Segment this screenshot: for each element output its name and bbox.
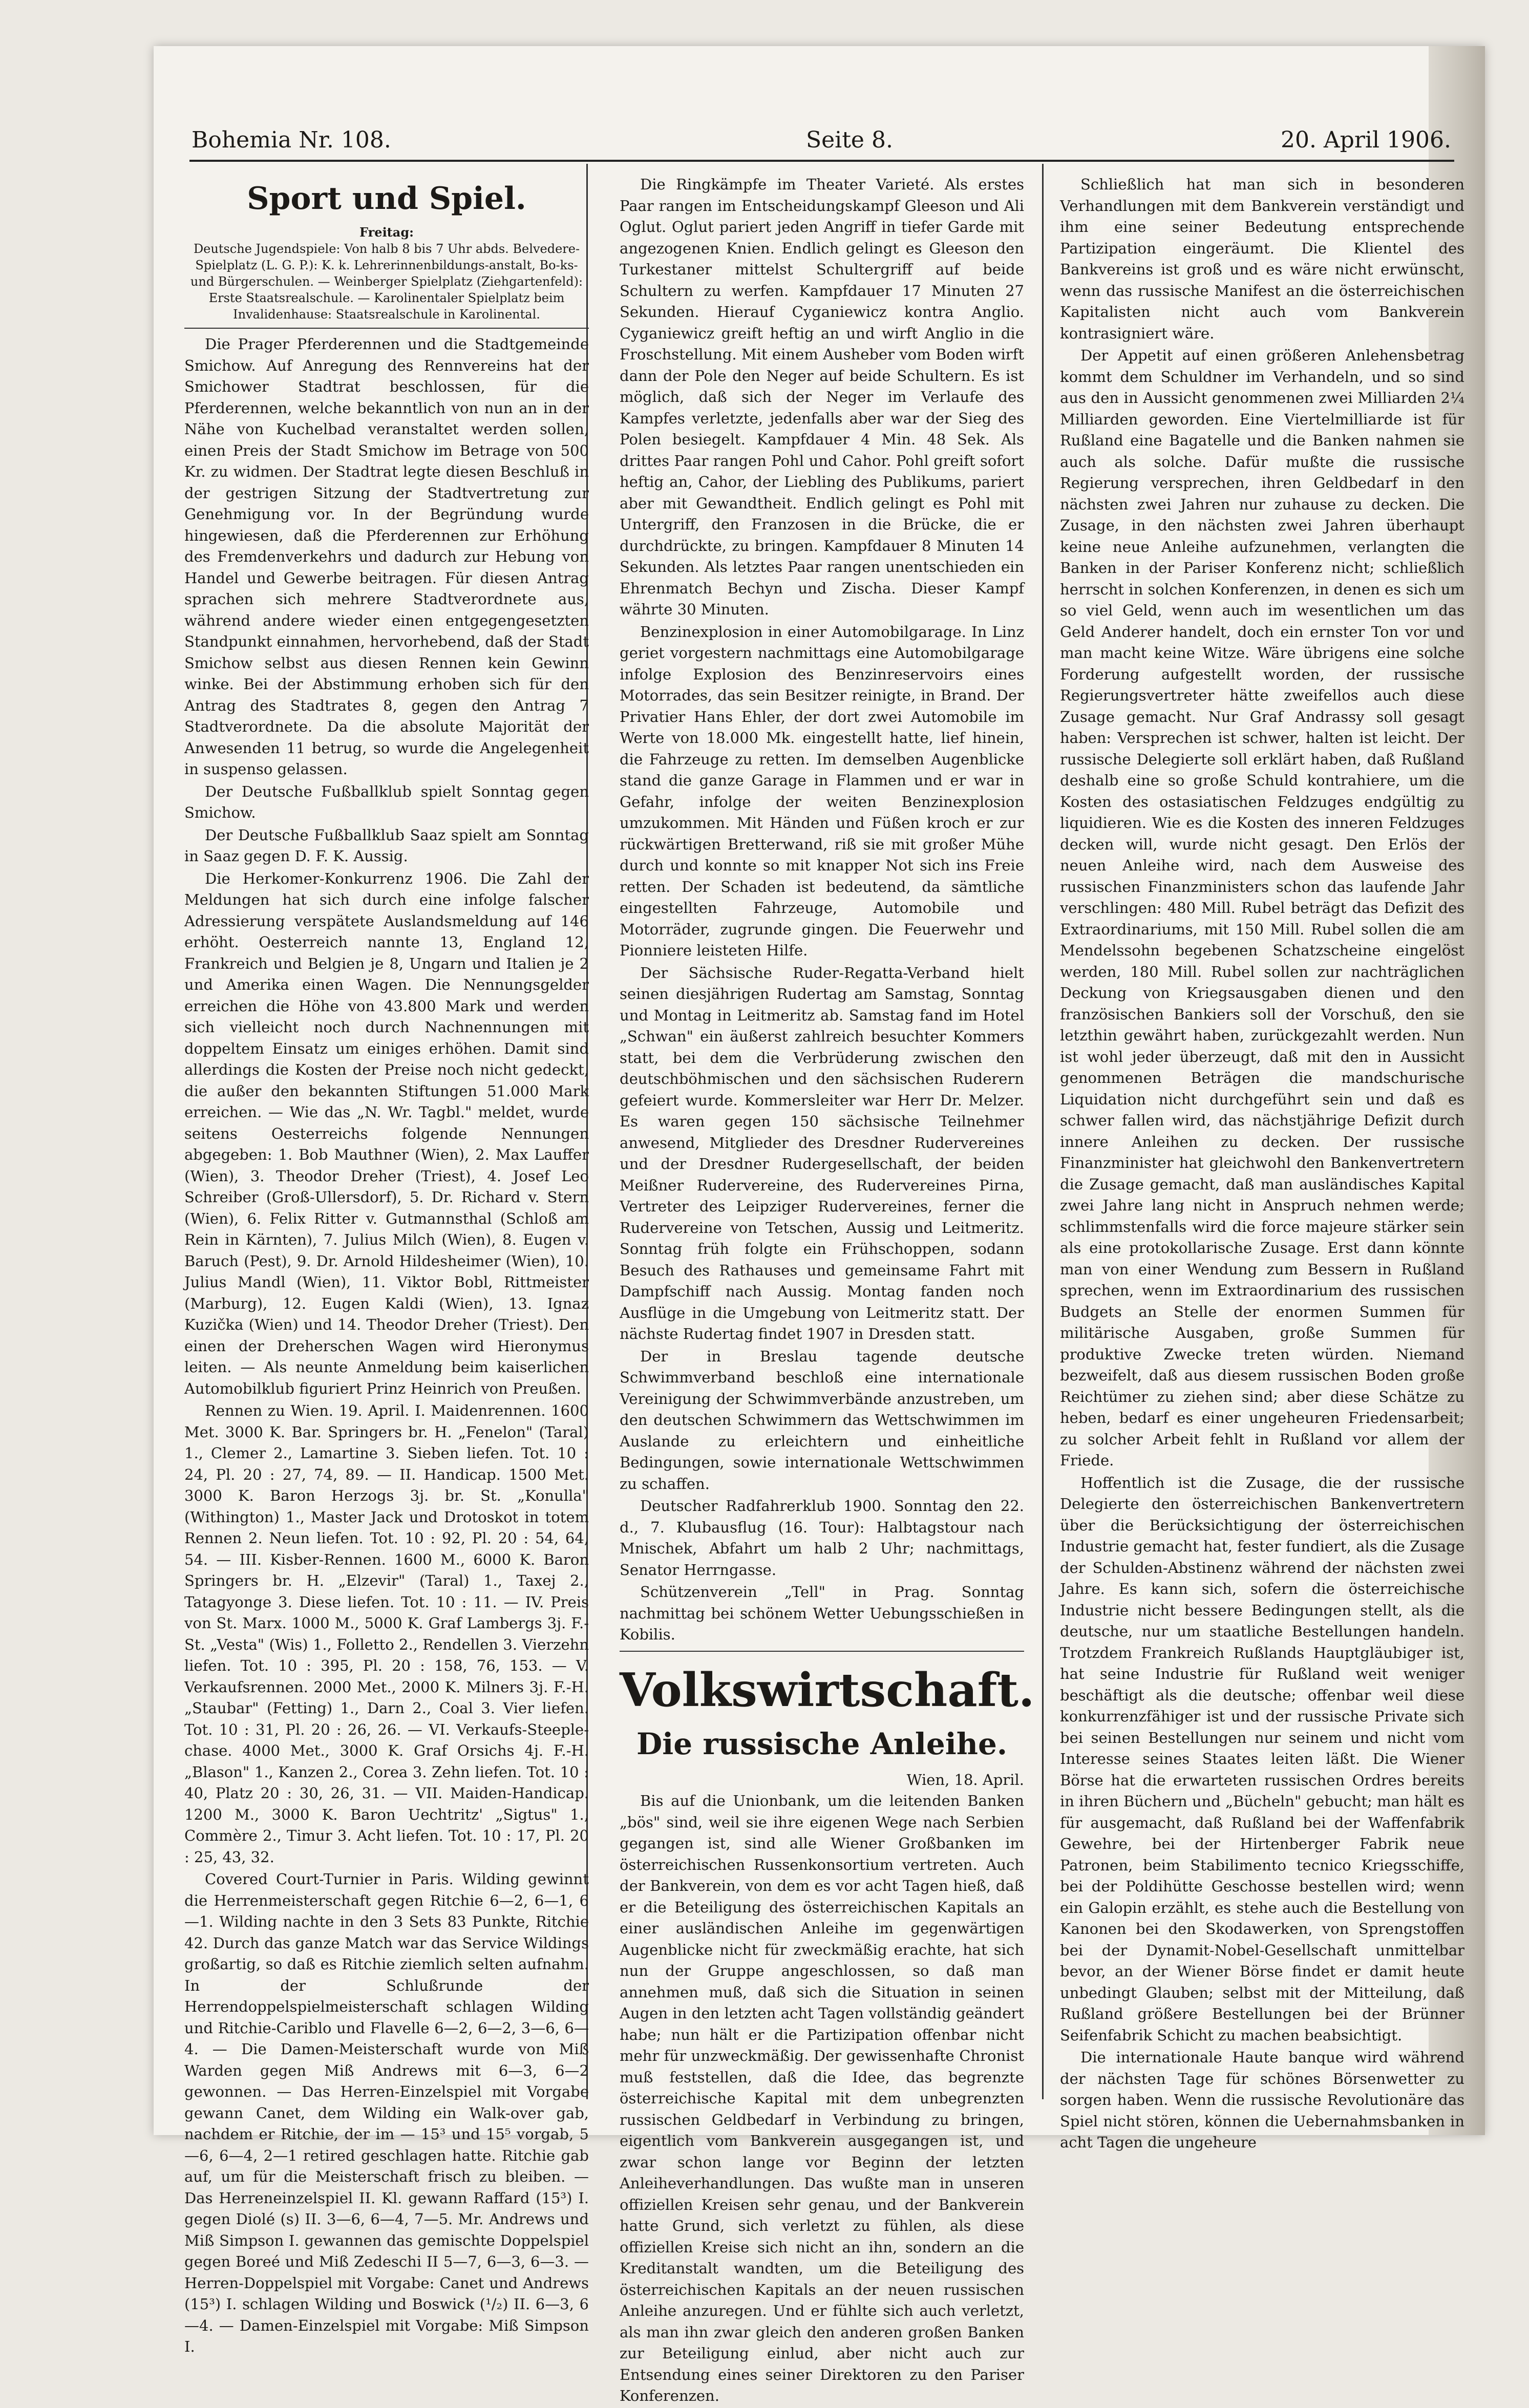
article-ringkaempfe: Die Ringkämpfe im Theater Varieté. Als erstes Paar rangen im Entscheidungskampf Gleeson und Ali Oglut. Oglut pariert jeden Angriff in tiefer Garde mit angezogenen Knien. Endlich gelingt es Gleeson den Turkestaner mittelst Schultergriff auf beide Schultern zu werfen. Kampfdauer 17 Minuten 27 Sekunden. Hierauf Cyganiewicz kontra Anglio. Cyganiewicz greift heftig an und wirft Anglio in die Froschstellung. Mit einem Ausheber vom Boden wirft dann der Pole den Neger auf beide Schultern. Es ist möglich, daß sich der Neger im Verlaufe des Kampfes verletzte, jedenfalls aber war der Sieg des Polen besiegelt. Kampfdauer 4 Min. 48 Sek. Als drittes Paar rangen Pohl und Cahor. Pohl greift sofort heftig an, Cahor, der Liebling des Publikums, pariert aber mit Gewandtheit. Endlich gelingt es Pohl mit Untergriff, den Franzosen in die Brücke, die er durchdrückte, zu bringen. Kampfdauer 8 Minuten 14 Sekunden. Als letztes Paar rangen unentschieden ein Ehrenmatch Bechyn und Zischa. Dieser Kampf währte 30 Minuten. [620,176,1024,618]
schedule-day: Freitag: [359,225,414,240]
section-title-volkswirtschaft: Volkswirtschaft. [620,1663,1035,1717]
dateline: Wien, 18. April. [906,1771,1024,1788]
schedule-text: Deutsche Jugendspiele: Von halb 8 bis 7 Uhr abds. Belvedere-Spielplatz (L. G. P.): K. k. Lehrerinnenbildungs-anstalt, Bo-ks- und Bürgerschulen. — Weinberger Spielplatz (Ziehgartenfeld): Erste Staatsrealschule. — Karolinentaler Spielplatz beim Invalidenhause: Staatsrealschule in Karolinental. [190,242,583,322]
article-schwimmverband: Der in Breslau tagende deutsche Schwimmverband beschloß eine internationale Vereinigung der Schwimmverbände anzustreben, um den deutschen Schwimmern das Wettschwimmen im Auslande zu erleichtern und einheitliche Bedingungen, sowie internationale Wettschwimmen zu schaffen. [620,1347,1024,1493]
article-anleihe-part2: Schließlich hat man sich in besonderen Verhandlungen mit dem Bankverein verständigt und ihm eine seiner Bedeutung entsprechende Partizipation eingeräumt. Die Klientel des Bankvereins ist groß und es wäre nicht erwünscht, wenn das russische Manifest an die österreichischen Kapitalisten nicht auch vom Bankverein kontrasigniert wäre. [1060,176,1464,342]
page-header [192,127,1451,173]
column-1 [184,174,589,2359]
section-title-sport: Sport und Spiel. [247,181,526,217]
article-pferderennen: Die Prager Pferderennen und die Stadtgemeinde Smichow. Auf Anregung des Rennvereins hat der Smichower Stadtrat beschlossen, für die Pferderennen, welche bekanntlich von nun an in der Nähe von Kuchelbad veranstaltet werden sollen, einen Preis der Stadt Smichow im Betrage von 500 Kr. zu widmen. Der Stadtrat legte diesen Beschluß in der gestrigen Sitzung der Stadtvertretung zur Genehmigung vor. In der Begründung wurde hingewiesen, daß die Pferderennen zur Erhöhung des Fremdenverkehrs und dadurch zur Hebung von Handel und Gewerbe beitragen. Für diesen Antrag sprachen sich mehrere Stadtverordnete aus, während andere wieder einen entgegengesetzten Standpunkt einnahmen, hervorhebend, daß der Stadt Smichow selbst aus diesen Rennen kein Gewinn winke. Bei der Abstimmung erhoben sich für den Antrag des Stadtrates 8, gegen den Antrag 7 Stadtverordnete. Da die absolute Majorität der Anwesenden 11 betrug, so wurde die Angelegenheit in suspenso gelassen. [184,335,589,778]
article-rennen-wien: Rennen zu Wien. 19. April. I. Maidenrennen. 1600 Met. 3000 K. Bar. Springers br. H. „Fenelon" (Taral) 1., Clemer 2., Lamartine 3. Sieben liefen. Tot. 10 : 24, Pl. 20 : 27, 74, 89. — II. Handicap. 1500 Met. 3000 K. Baron Herzogs 3j. br. St. „Konulla" (Withington) 1., Master Jack und Drotoskot in totem Rennen 2. Neun liefen. Tot. 10 : 92, Pl. 20 : 54, 64, 54. — III. Kisber-Rennen. 1600 M., 6000 K. Baron Springers br. H. „Elzevir" (Taral) 1., Taxej 2., Tatagyonge 3. Diese liefen. Tot. 10 : 11. — IV. Preis von St. Marx. 1000 M., 5000 K. Graf Lambergs 3j. F.-St. „Vesta" (Wis) 1., Folletto 2., Rendellen 3. Vierzehn liefen. Tot. 10 : 395, Pl. 20 : 158, 76, 153. — V. Verkaufsrennen. 2000 Met., 2000 K. Milners 3j. F.-H. „Staubar" (Fetting) 1., Darn 2., Coal 3. Vier liefen. Tot. 10 : 31, Pl. 20 : 26, 26. — VI. Verkaufs-Steeple-chase. 4000 Met., 3000 K. Graf Orsichs 4j. F.-H. „Blason" 1., Kanzen 2., Corea 3. Zehn liefen. Tot. 10 : 40, Platz 20 : 30, 26, 31. — VII. Maiden-Handicap. 1200 M., 3000 K. Baron Uechtritz' „Sigtus" 1., Commère 2., Timur 3. Acht liefen. Tot. 10 : 17, Pl. 20 : 25, 43, 32. [184,1402,589,1866]
article-anleihe-part1: Bis auf die Unionbank, um die leitenden Banken „bös" sind, weil sie ihre eigenen Wege nach Serbien gegangen ist, sind alle Wiener Großbanken im österreichischen Russenkonsortium vertreten. Auch der Bankverein, von dem es vor acht Tagen hieß, daß er die Beteiligung des österreichischen Kapitals an einer ausländischen Anleihe im gegenwärtigen Augenblicke nicht für zweckmäßig erachte, hat sich nun der Gruppe angeschlossen, so daß man annehmen muß, daß sich die Situation in seinen Augen in den letzten acht Tagen vollständig geändert habe; nun hält er die Partizipation offenbar nicht mehr für unzweckmäßig. Der gewissenhafte Chronist muß feststellen, daß die Idee, das begrenzte österreichische Kapital mit dem unbegrenzten russischen Geldbedarf in Verbindung zu bringen, eigentlich vom Bankverein ausgegangen ist, und zwar schon lange vor Beginn der letzten Anleiheverhandlungen. Das wußte man in unseren offiziellen Kreisen sehr genau, und der Bankverein hatte Grund, sich verletzt zu fühlen, als diese offiziellen Kreise sich nicht an ihn, sondern an die Kreditanstalt wandten, um die Beteiligung des österreichischen Kapitals an der neuen russischen Anleihe anzuregen. Und er fühlte sich auch verletzt, als man ihn zwar gleich den anderen großen Banken zur Beteiligung einlud, aber nicht auch zur Entsendung eines seiner Direktoren zu den Pariser Konferenzen. [620,1792,1024,2404]
newspaper-page [154,46,1485,2404]
column-2 [620,174,1035,2408]
article-herkomer: Die Herkomer-Konkurrenz 1906. Die Zahl der Meldungen hat sich durch eine infolge falscher Adressierung verspätete Auslandsmeldung auf 146 erhöht. Oesterreich nannte 13, England 12, Frankreich und Belgien je 8, Ungarn und Italien je 2 und Amerika einen Wagen. Die Nennungsgelder erreichen die Höhe von 43.800 Mark und werden sich vielleicht noch durch Nachnennungen mit doppeltem Einsatz um einiges erhöhen. Damit sind allerdings die Kosten der Preise noch nicht gedeckt, die außer den bekannten Stiftungen 51.000 Mark erreichen. — Wie das „N. Wr. Tagbl." meldet, wurde seitens Oesterreichs folgende Nennungen abgegeben: 1. Bob Mauthner (Wien), 2. Max Lauffer (Wien), 3. Theodor Dreher (Triest), 4. Josef Leo Schreiber (Groß-Ullersdorf), 5. Dr. Richard v. Stern (Wien), 6. Felix Ritter v. Gutmannsthal (Schloß am Rein in Kärnten), 7. Julius Milch (Wien), 8. Eugen v. Baruch (Pest), 9. Dr. Arnold Hildesheimer (Wien), 10. Julius Mandl (Wien), 11. Viktor Bobl, Rittmeister (Marburg), 12. Eugen Kaldi (Wien), 13. Ignaz Kuzička (Wien) und 14. Theodor Dreher (Triest). Den einen der Dreherschen Wagen wird Hieronymus leiten. — Als neunte Anmeldung beim kaiserlichen Automobilklub figuriert Prinz Heinrich von Preußen. [184,869,589,1397]
article-anleihe-part5: Die internationale Haute banque wird während der nächsten Tage für schönes Börsenwetter zu sorgen haben. Wenn die russische Revolutionäre das Spiel nicht stören, können die Uebernahmsbanken in acht Tagen die ungeheure [1060,2049,1464,2151]
article-title-anleihe: Die russische Anleihe. [636,1726,1008,1761]
column-3 [1060,174,1464,2155]
article-covered-court: Covered Court-Turnier in Paris. Wilding gewinnt die Herrenmeisterschaft gegen Ritchie 6—2, 6—1, 6—1. Wilding nachte in den 3 Sets 83 Punkte, Ritchie 42. Durch das ganze Match war das Service Wildings großartig, so daß es Ritchie ziemlich selten aufnahm. In der Schlußrunde der Herrendoppelspielmeisterschaft schlagen Wilding und Ritchie-Cariblo und Flavelle 6—2, 6—2, 3—6, 6—4. — Die Damen-Meisterschaft wurde von Miß Warden gegen Miß Andrews mit 6—3, 6—2 gewonnen. — Das Herren-Einzelspiel mit Vorgabe gewann Canet, dem Wilding ein Walk-over gab, nachdem er Ritchie, der im — 15³ und 15⁵ vorgab, 5—6, 6—4, 2—1 retired geschlagen hatte. Ritchie gab auf, um für die Meisterschaft frisch zu bleiben. — Das Herreneinzelspiel II. Kl. gewann Raffard (15³) I. gegen Diolé (s) II. 3—6, 6—4, 7—5. Mr. Andrews und Miß Simpson I. gewannen das gemischte Doppelspiel gegen Boreé und Miß Zedeschi II 5—7, 6—3, 6—3. — Herren-Doppelspiel mit Vorgabe: Canet und Andrews (15³) I. schlagen Wilding und Boswick (¹/₂) II. 6—3, 6—4. — Damen-Einzelspiel mit Vorgabe: Miß Simpson I. [184,1870,589,2355]
header-date: 20. April 1906. [1280,127,1451,153]
article-ruder-verband: Der Sächsische Ruder-Regatta-Verband hielt seinen diesjährigen Rudertag am Samstag, Sonntag und Montag in Leitmeritz ab. Samstag fand im Hotel „Schwan" ein äußerst zahlreich besuchter Kommers statt, bei dem die Verbrüderung zwischen den deutschböhmischen und den sächsischen Ruderern gefeiert wurde. Kommersleiter war Herr Dr. Melzer. Es waren gegen 150 sächsische Teilnehmer anwesend, Mitglieder des Dresdner Rudervereines und der Dresdner Rudergesellschaft, der beiden Meißner Rudervereine, des Rudervereines Pirna, Vertreter des Leipziger Rudervereines, ferner die Rudervereine von Tetschen, Aussig und Leitmeritz. Sonntag früh folgte ein Frühschoppen, sodann Besuch des Rathauses und gemeinsame Fahrt mit Dampfschiff nach Aussig. Montag fanden noch Ausflüge in die Umgebung von Leitmeritz statt. Der nächste Rudertag findet 1907 in Dresden statt. [620,964,1024,1342]
divider [184,328,589,329]
header-rule [189,160,1454,162]
article-fussballklub: Der Deutsche Fußballklub spielt Sonntag gegen Smichow. [184,782,589,821]
header-page-number: Seite 8. [806,127,893,153]
article-benzinexplosion: Benzinexplosion in einer Automobilgarage. In Linz geriet vorgestern nachmittags eine Automobilgarage infolge Explosion des Benzinreservoirs eines Motorrades, das sein Besitzer reinigte, in Brand. Der Privatier Hans Ehler, der dort zwei Automobile im Werte von 18.000 Mk. eingestellt hatte, lief hinein, die Fahrzeuge zu retten. Im demselben Augenblicke stand die ganze Garage in Flammen und er war in Gefahr, infolge der weiten Benzinexplosion umzukommen. Mit Händen und Füßen kroch er zur rückwärtigen Bretterwand, riß sie mit großer Mühe durch und konnte so mit knapper Not sich ins Freie retten. Der Schaden ist bedeutend, da sämtliche eingestellten Fahrzeuge, Automobile und Motorräder, zugrunde gingen. Die Feuerwehr und Pionniere leisteten Hilfe. [620,623,1024,959]
article-radfahrerklub: Deutscher Radfahrerklub 1900. Sonntag den 22. d., 7. Klubausflug (16. Tour): Halbtagstour nach Mnischek, Abfahrt um halb 2 Uhr; nachmittags, Senator Herrngasse. [620,1497,1024,1579]
divider [620,1651,1024,1652]
article-schuetzenverein: Schützenverein „Tell" in Prag. Sonntag nachmittag bei schönem Wetter Uebungsschießen in Kobilis. [620,1583,1024,1643]
article-anleihe-part4: Hoffentlich ist die Zusage, die der russische Delegierte den österreichischen Bankenvertretern über die Berücksichtigung der österreichischen Industrie gemacht hat, fester fundiert, als die Zusage der Schulden-Abstinenz während der nächsten zwei Jahre. Es kann sich, sofern die österreichische Industrie nicht bessere Bedingungen stellt, als die deutsche, nur um staatliche Bestellungen handeln. Trotzdem Frankreich Rußlands Hauptgläubiger ist, hat seine Industrie für Rußland weit weniger beschäftigt als die deutsche; offenbar weil diese konkurrenzfähiger ist und der russische Private sich bei seinen Bestellungen nur seinem und nicht vom Interesse seines Staates leiten läßt. Die Wiener Börse hat die erwarteten russischen Ordres bereits in ihren Büchern und „Bücheln" gebucht; man hält es für ausgemacht, daß Rußland bei der Waffenfabrik Gewehre, bei der Hirtenberger Fabrik neue Patronen, beim Stabilimento tecnico Kriegsschiffe, bei der Poldihütte Geschosse bestellen wird; wenn ein Galopin erzählt, es stehe auch die Bestellung von Kanonen bei den Skodawerken, von Sprengstoffen bei der Dynamit-Nobel-Gesellschaft unmittelbar bevor, an der Wiener Börse findet er damit heute unbedingt Glauben; selbst mit der Mitteilung, daß Rußland größere Bestellungen bei der Brünner Seifenfabrik Schicht zu machen beabsichtigt. [1060,1474,1464,2044]
article-anleihe-part3: Der Appetit auf einen größeren Anlehensbetrag kommt dem Schuldner im Verhandeln, und so sind aus den in Aussicht genommenen zwei Milliarden 2¼ Milliarden geworden. Eine Viertelmilliarde ist für Rußland eine Bagatelle und die Banken nahmen sie auch als solche. Dafür mußte die russische Regierung versprechen, ihren Geldbedarf in den nächsten zwei Jahren nur zuhause zu decken. Die Zusage, in den nächsten zwei Jahren überhaupt keine neue Anleihe aufzunehmen, verlangten die Banken in der Pariser Konferenz nicht; schließlich herrscht in solchen Konferenzen, in denen es sich um so viel Geld, wenn auch im wesentlichen um das Geld Anderer handelt, doch ein ernster Ton vor und man macht keine Witze. Wäre übrigens eine solche Forderung aufgestellt worden, der russische Regierungsvertreter hätte zweifellos auch diese Zusage gemacht. Nur Graf Andrassy soll gesagt haben: Versprechen ist schwer, halten ist leicht. Der russische Delegierte soll erklärt haben, daß Rußland deshalb eine so große Schuld kontrahiere, um die Kosten des ostasiatischen Feldzuges endgültig zu liquidieren. Wie es die Kosten des inneren Feldzuges decken will, wurde nicht gesagt. Den Erlös der neuen Anleihe wird, nach dem Ausweise des russischen Finanzministers schon das laufende Jahr verschlingen: 480 Mill. Rubel beträgt das Defizit des Extraordinariums, mit 150 Mill. Rubel sollen die am Mendelssohn begebenen Schatzscheine eingelöst werden, 180 Mill. Rubel sollen zur nachträglichen Deckung von Kriegsausgaben dienen und den französischen Bankiers soll der Vorschuß, den sie letzthin gewährt haben, zurückgezahlt werden. Nun ist wohl jeder überzeugt, daß mit den in Aussicht genommenen Beträgen die mandschurische Liquidation nicht durchgeführt sein und daß es schwer fallen wird, das nächstjährige Defizit durch innere Anleihen zu decken. Der russische Finanzminister hat gleichwohl den Bankenvertretern die Zusage gemacht, daß man ausländisches Kapital zwei Jahre lang nicht in Anspruch nehmen werde; schlimmstenfalls wird die force majeure stärker sein als eine protokollarische Zusage. Erst dann könnte man von einer Wendung zum Bessern in Rußland sprechen, wenn im Extraordinarium des russischen Budgets an Stelle der enormen Summen für militärische Ausgaben, große Summen für produktive Zwecke treten würden. Niemand bezweifelt, daß aus diesem russischen Boden große Reichtümer zu ziehen sind; aber diese Schätze zu heben, bedarf es einer ungeheuren Friedensarbeit; zu solcher Arbeit fehlt in Rußland vor allem der Friede. [1060,347,1464,1469]
article-fussballklub-saaz: Der Deutsche Fußballklub Saaz spielt am Sonntag in Saaz gegen D. F. K. Aussig. [184,826,589,865]
header-publication: Bohemia Nr. 108. [192,127,391,153]
column-divider-2 [1042,164,1044,2099]
